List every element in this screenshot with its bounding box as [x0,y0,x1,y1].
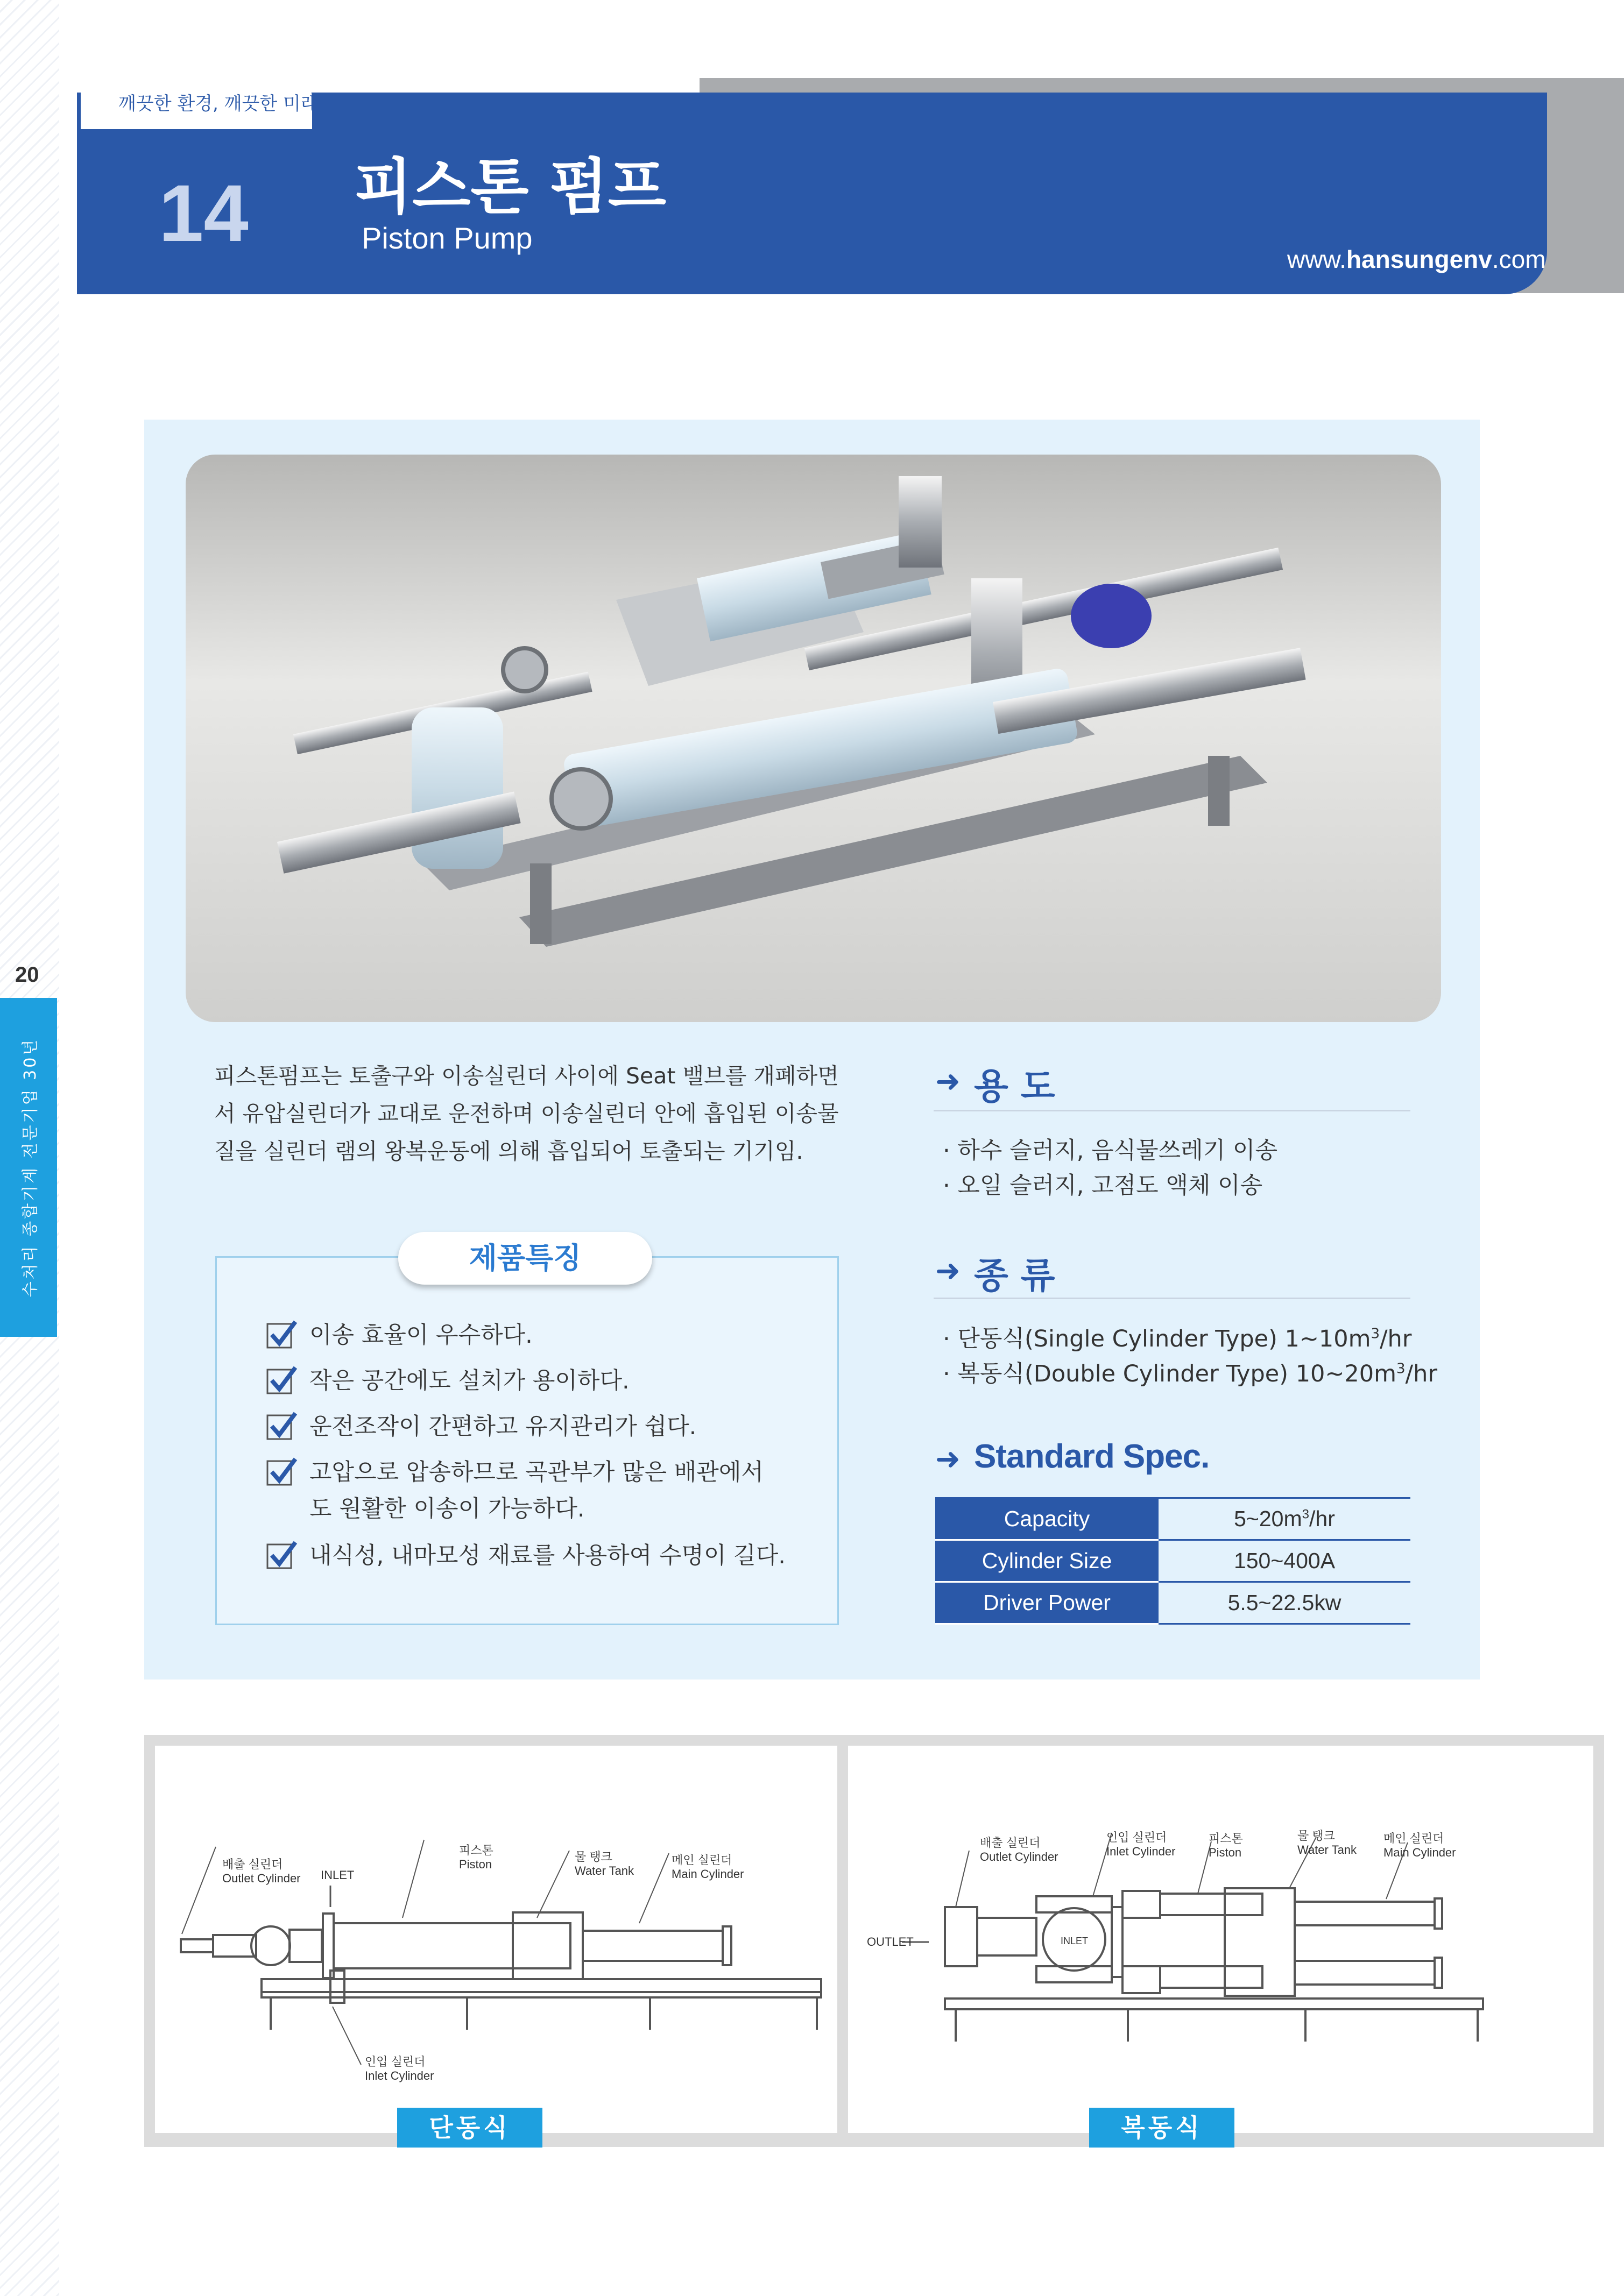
product-photo [186,455,1441,1022]
label-ko: 물 탱크 [575,1850,612,1863]
website-link[interactable] [1287,245,1546,274]
feature-item: 내식성, 내마모성 재료를 사용하여 수명이 길다. [309,1542,786,1569]
type-item [943,1321,1411,1353]
label-ko: 메인 실린더 [1383,1832,1444,1845]
label-ko: 물 탱크 [1297,1829,1335,1843]
check-icon [266,1365,298,1395]
spec-key: Cylinder Size [935,1540,1159,1582]
url-suffix: .com [1492,245,1546,273]
label-en: Outlet Cylinder [222,1872,301,1885]
label-ko: 메인 실린더 [672,1853,732,1867]
usage-heading: 용 도 [974,1066,1055,1107]
check-icon [266,1457,298,1487]
label-en: Piston [459,1858,492,1871]
feature-item: 운전조작이 간편하고 유지관리가 쉽다. [309,1413,697,1440]
diagram-label [365,2055,434,2083]
spec-value: 5.5~22.5kw [1159,1582,1410,1624]
type-item [943,1356,1437,1388]
diagram-label [575,1850,634,1878]
spec-key: Capacity [935,1498,1159,1540]
page-number: 20 [15,963,39,987]
url-prefix: www. [1287,245,1346,273]
diagram-label [1383,1832,1456,1860]
type-item-sup: 3 [1371,1326,1380,1342]
label-en: Main Cylinder [1383,1846,1456,1859]
feature-item: 이송 효율이 우수하다. [309,1322,533,1349]
table-row [935,1582,1410,1624]
type-item-unit: /hr [1380,1326,1412,1352]
double-type-caption: 복동식 [1089,2108,1234,2148]
diagram-label [1209,1832,1243,1860]
label-en: Piston [1209,1846,1242,1859]
section-number: 14 [159,168,249,258]
diagram-label [1106,1831,1175,1859]
features-title: 제품특징 [398,1232,652,1285]
table-row [935,1540,1410,1582]
spec-value [1159,1498,1410,1540]
check-icon [266,1540,298,1570]
label-en: Inlet Cylinder [1106,1845,1176,1858]
spec-table [935,1497,1410,1625]
label-ko: 인입 실린더 [1106,1831,1167,1844]
page-title: 피스톤 펌프 [354,152,666,222]
spec-key: Driver Power [935,1582,1159,1624]
single-type-caption: 단동식 [397,2108,542,2148]
diagram-label [672,1853,744,1881]
label-en: Outlet Cylinder [980,1850,1058,1863]
arrow-right-icon: ➜ [935,1064,961,1099]
label-en: Water Tank [1297,1843,1357,1856]
check-icon [266,1411,298,1441]
piston-pump-illustration [186,455,1441,1022]
usage-item: · 오일 슬러지, 고점도 액체 이송 [943,1172,1263,1199]
feature-item: 작은 공간에도 설치가 용이하다. [309,1367,630,1394]
label-en: Inlet Cylinder [365,2069,434,2082]
label-en: Main Cylinder [672,1867,744,1881]
usage-divider [934,1110,1410,1111]
product-description: 피스톤펌프는 토출구와 이송실린더 사이에 Seat 밸브를 개폐하면서 유압실린더가 교대로 운전하며 이송실린더 안에 흡입된 이송물질을 실린더 램의 왕복운동에 의해 흡입되어 토출되는 기기임. [214,1063,839,1164]
spec-value-text: 5~20m [1234,1506,1302,1531]
side-tab-label: 수처리 종합기계 전문기업 30년 [21,1037,40,1298]
spec-value-unit: /hr [1309,1506,1335,1531]
diagram-label: INLET [1061,1936,1089,1946]
label-ko: 피스톤 [1209,1832,1243,1845]
diagram-label [980,1836,1058,1864]
double-cylinder-drawing [848,1746,1593,2133]
type-item-sup: 3 [1396,1360,1406,1377]
usage-item: · 하수 슬러지, 음식물쓰레기 이송 [943,1137,1278,1164]
label-ko: 배출 실린더 [980,1836,1041,1849]
arrow-right-icon: ➜ [935,1253,961,1288]
spec-value: 150~400A [1159,1540,1410,1582]
diagram-label: INLET [321,1868,355,1882]
type-item-text: · 복동식(Double Cylinder Type) 10~20m [943,1360,1397,1387]
table-row [935,1498,1410,1540]
single-diagram-panel [155,1746,900,2133]
double-diagram-panel [848,1746,1593,2133]
type-item-text: · 단동식(Single Cylinder Type) 1~10m [943,1326,1371,1352]
label-ko: 피스톤 [459,1844,493,1857]
diagram-label [459,1844,493,1872]
spec-heading: Standard Spec. [974,1438,1210,1475]
arrow-right-icon: ➜ [935,1442,961,1477]
page-subtitle: Piston Pump [362,221,533,255]
types-divider [934,1298,1410,1299]
label-en: Water Tank [575,1864,634,1877]
header-tagline: 깨끗한 환경, 깨끗한 미래 [118,93,319,115]
label-ko: 인입 실린더 [365,2055,426,2068]
spec-value-sup: 3 [1302,1507,1309,1522]
diagram-label: OUTLET [867,1935,914,1948]
single-cylinder-drawing [155,1746,900,2133]
url-brand: hansungenv [1346,245,1492,273]
types-heading: 종 류 [974,1255,1055,1296]
diagram-label [222,1858,301,1886]
diagram-label [1297,1829,1357,1857]
type-item-unit: /hr [1405,1360,1438,1387]
feature-item: 고압으로 압송하므로 곡관부가 많은 배관에서도 원활한 이송이 가능하다. [309,1459,764,1522]
label-ko: 배출 실린더 [222,1858,283,1871]
check-icon [266,1320,298,1350]
